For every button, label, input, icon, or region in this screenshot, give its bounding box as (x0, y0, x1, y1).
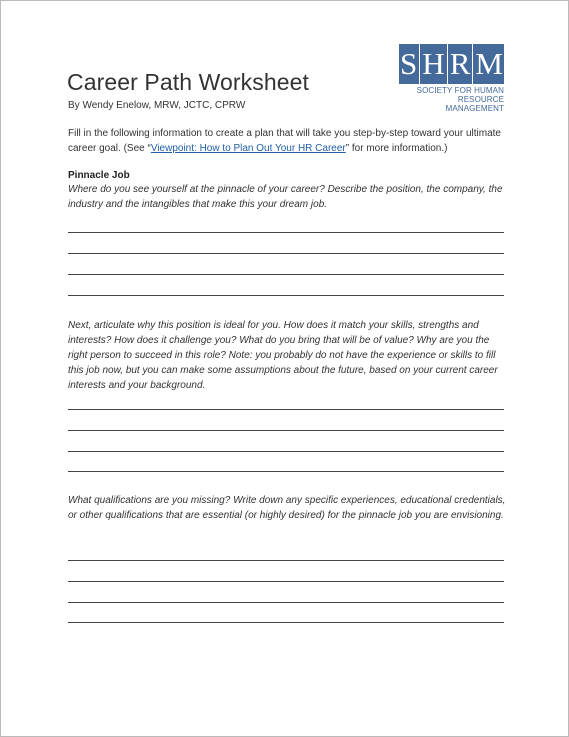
answer-line[interactable] (68, 560, 504, 561)
answer-line[interactable] (68, 602, 504, 603)
prompt-dream-job: Where do you see yourself at the pinnacle of your career? Describe the position, the company, the industry and the intangibles that make this your dream job. (68, 184, 503, 210)
answer-line[interactable] (68, 581, 504, 582)
intro-text: ” for more information.) (345, 142, 448, 154)
logo-letter: M (472, 44, 503, 84)
logo-subtitle-line: RESOURCE MANAGEMENT (445, 95, 504, 113)
author-byline: By Wendy Enelow, MRW, JCTC, CPRW (68, 100, 246, 111)
document-title: Career Path Worksheet (67, 69, 310, 95)
logo-mark (399, 44, 504, 84)
logo-subtitle-line: SOCIETY FOR HUMAN (416, 86, 504, 95)
logo-letter: S (400, 46, 418, 81)
answer-line[interactable] (68, 430, 504, 431)
intro-paragraph (68, 127, 508, 156)
shrm-logo (399, 44, 504, 113)
answer-line[interactable] (68, 232, 504, 233)
answer-line[interactable] (68, 409, 504, 410)
section-heading: Pinnacle Job (68, 170, 130, 181)
answer-line[interactable] (68, 471, 504, 472)
answer-line[interactable] (68, 295, 504, 296)
logo-letter: R (447, 44, 471, 84)
answer-line[interactable] (68, 622, 504, 623)
answer-line[interactable] (68, 274, 504, 275)
prompt-ideal-position: Next, articulate why this position is ideal for you. How does it match your skills, strengths and interests? How does it challenge you? What do you bring that will be of value? Why are you the right person to succeed in this role? Note: you probably do not have the experience or skills to fill this job now, but you can make some assumptions about the future, based on your current career interests and your background. (68, 320, 498, 391)
prompt-missing-qualifications: What qualifications are you missing? Write down any specific experiences, educational credentials, or other qualifications that are essential (or highly desired) for the pinnacle job you are envisioning. (68, 495, 506, 521)
answer-line[interactable] (68, 451, 504, 452)
logo-subtitle (399, 86, 504, 113)
logo-letter: H (419, 44, 444, 84)
viewpoint-link[interactable]: Viewpoint: How to Plan Out Your HR Career (150, 142, 346, 154)
intro-text: Fill in the following information to create a plan that will take you step-by-step toward your ultimate career goal. (See “ (68, 128, 501, 154)
answer-line[interactable] (68, 253, 504, 254)
